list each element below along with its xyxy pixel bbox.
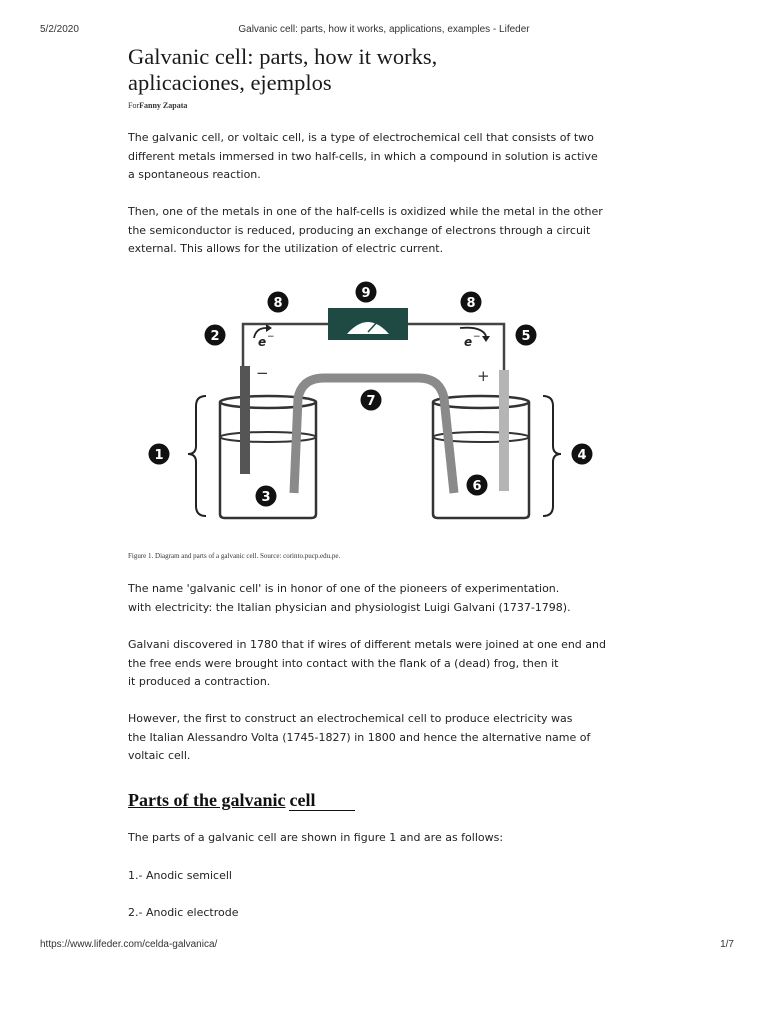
svg-text:2: 2 (210, 329, 220, 344)
list-item-text: 1.- Anodic semicell (128, 869, 232, 882)
section-heading-part-1: Parts of the galvanic (128, 790, 286, 810)
marker-8-right (461, 292, 482, 313)
left-bracket (188, 396, 206, 516)
svg-text:8: 8 (466, 296, 476, 311)
footer-url[interactable]: https://www.lifeder.com/celda-galvanica/ (40, 939, 218, 950)
electron-left-charge: − (267, 332, 275, 342)
electron-left-label: e (258, 335, 267, 349)
svg-text:5: 5 (521, 329, 531, 344)
electron-right (460, 328, 490, 349)
paragraph-line: different metals immersed in two half-cells, in which a compound in solution is active (128, 149, 598, 163)
paragraph-line: the Italian Alessandro Volta (1745-1827) in 1800 and hence the alternative name of (128, 730, 591, 744)
footer-page-number: 1/7 (720, 939, 734, 950)
marker-2 (205, 325, 226, 346)
list-item (128, 904, 648, 923)
right-bracket (543, 396, 561, 516)
article-title-line-2: aplicaciones, ejemplos (128, 70, 332, 95)
marker-8-left (268, 292, 289, 313)
anode-electrode (240, 366, 250, 474)
paragraph-line: The name 'galvanic cell' is in honor of one of the pioneers of experimentation. (128, 582, 560, 595)
electron-left (254, 324, 275, 349)
print-date: 5/2/2020 (40, 24, 79, 35)
anode-minus-sign: − (256, 364, 269, 382)
paragraph-4 (128, 636, 648, 692)
paragraph-line: voltaic cell. (128, 749, 191, 762)
figure-caption: Figure 1. Diagram and parts of a galvanic cell. Source: corinto.pucp.edu.pe. (128, 552, 341, 560)
marker-4 (572, 444, 593, 465)
paragraph-line: Galvani discovered in 1780 that if wires of different metals were joined at one end and (128, 638, 606, 651)
article-title-line-1: Galvanic cell: parts, how it works, (128, 44, 438, 69)
svg-text:4: 4 (577, 448, 587, 463)
paragraph-line: The parts of a galvanic cell are shown in figure 1 and are as follows: (128, 831, 504, 844)
marker-9 (356, 282, 377, 303)
svg-text:7: 7 (366, 394, 376, 409)
list-item (128, 867, 648, 886)
marker-6 (467, 475, 488, 496)
paragraph-6 (128, 829, 648, 848)
galvanic-cell-diagram (128, 278, 608, 528)
marker-7 (361, 390, 382, 411)
cathode-plus-sign: + (477, 367, 490, 385)
paragraph-5 (128, 710, 648, 766)
paragraph-line: the free ends were brought into contact with the flank of a (dead) frog, then it (128, 656, 559, 670)
svg-text:1: 1 (154, 448, 164, 463)
paragraph-line: the semiconductor is reduced, producing an exchange of electrons through a circuit (128, 223, 591, 237)
svg-text:9: 9 (361, 286, 371, 301)
paragraph-line: external. This allows for the utilization of electric current. (128, 242, 444, 255)
section-heading-part-2: cell (289, 791, 355, 811)
byline (128, 101, 187, 110)
cathode-electrode (499, 370, 509, 491)
electron-right-label: e (464, 335, 473, 349)
electron-right-charge: − (473, 332, 481, 342)
byline-prefix: For (128, 101, 140, 110)
left-wire (243, 324, 328, 366)
paragraph-line: with electricity: the Italian physician and physiologist Luigi Galvani (1737-1798). (128, 600, 571, 614)
marker-5 (516, 325, 537, 346)
paragraph-line: The galvanic cell, or voltaic cell, is a type of electrochemical cell that consists of two (128, 131, 594, 144)
meter (328, 308, 408, 340)
paragraph-3 (128, 580, 648, 617)
right-wire (408, 324, 504, 370)
paragraph-line: Then, one of the metals in one of the half-cells is oxidized while the metal in the other (128, 205, 603, 218)
paragraph-line: However, the first to construct an electrochemical cell to produce electricity was (128, 712, 573, 725)
paragraph-2 (128, 203, 648, 259)
paragraph-line: it produced a contraction. (128, 675, 271, 688)
print-page-title: Galvanic cell: parts, how it works, applications, examples - Lifeder (238, 24, 530, 35)
svg-text:8: 8 (273, 296, 283, 311)
svg-text:3: 3 (261, 490, 271, 505)
paragraph-line: a spontaneous reaction. (128, 168, 261, 181)
list-item-text: 2.- Anodic electrode (128, 906, 239, 919)
marker-1 (149, 444, 170, 465)
marker-3 (256, 486, 277, 507)
svg-text:6: 6 (472, 479, 482, 494)
paragraph-1 (128, 129, 648, 185)
section-heading-parts (128, 790, 355, 811)
byline-author[interactable]: Fanny Zapata (139, 101, 188, 110)
article-title (128, 44, 437, 96)
